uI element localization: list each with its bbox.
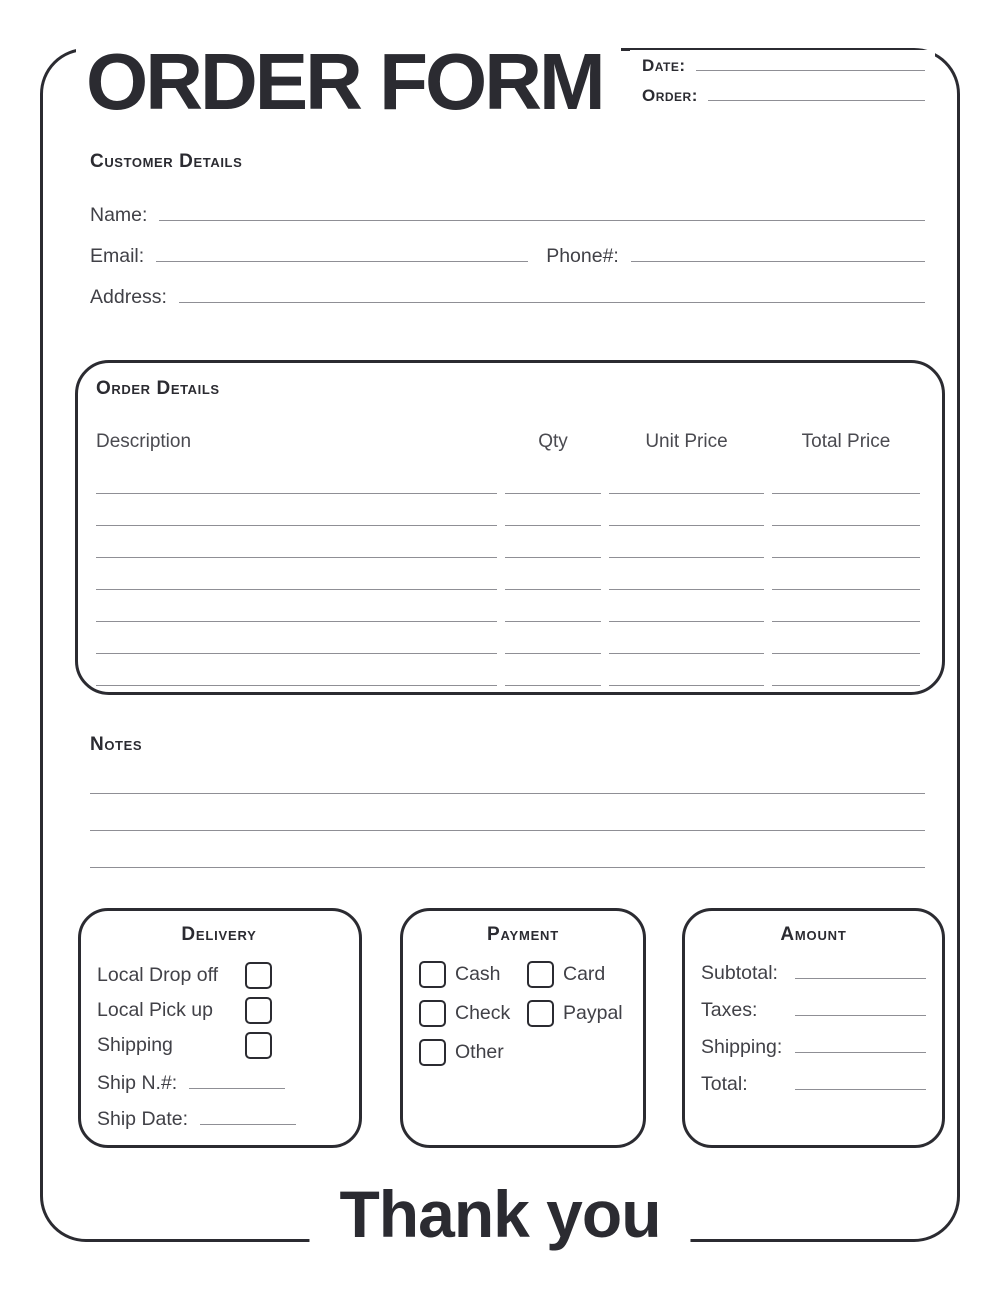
order-table-row [96,557,920,558]
name-input-line[interactable] [159,220,925,221]
order-table-row [96,685,920,686]
order-row-total-price-line[interactable] [772,493,920,494]
order-table-rows [96,493,920,686]
card-option [527,961,631,988]
ship-number-row [97,1072,341,1095]
order-number-row [642,86,925,106]
order-details-section [75,360,945,695]
order-row-unit-price-line[interactable] [609,557,764,558]
order-row-total-price-line[interactable] [772,589,920,590]
order-number-input-line[interactable] [708,100,925,101]
cash-checkbox[interactable] [419,961,446,988]
order-table-row [96,525,920,526]
taxes-input-line[interactable] [795,1015,926,1016]
notes-section [90,733,925,868]
ship-number-label: Ship N.#: [97,1072,178,1094]
column-header-description: Description [96,431,192,452]
order-row-qty-line[interactable] [505,685,601,686]
payment-heading: Payment [487,924,559,945]
other-option [419,1039,523,1066]
date-input-line[interactable] [696,70,925,71]
paypal-option [527,1000,631,1027]
shipping-amount-label: Shipping: [701,1036,783,1058]
order-table-header [96,431,920,453]
order-row-description-line[interactable] [96,589,497,590]
other-label: Other [455,1041,504,1063]
local-drop-off-row [97,962,341,989]
check-label: Check [455,1002,511,1024]
check-option [419,1000,523,1027]
header-fields [630,50,935,118]
customer-details-section [90,150,925,309]
customer-details-heading: Customer Details [90,151,243,172]
column-header-total-price: Total Price [801,431,891,452]
name-row [90,204,925,227]
amount-section [682,908,945,1148]
order-row-description-line[interactable] [96,557,497,558]
order-row-unit-price-line[interactable] [609,589,764,590]
order-row-qty-line[interactable] [505,589,601,590]
order-row-qty-line[interactable] [505,621,601,622]
payment-options [415,961,631,1066]
order-row-qty-line[interactable] [505,557,601,558]
phone-label: Phone#: [546,245,619,267]
total-row [701,1073,926,1096]
thank-you-text: Thank you [309,1178,690,1251]
shipping-option-row [97,1032,341,1059]
subtotal-label: Subtotal: [701,962,778,984]
notes-heading: Notes [90,734,143,755]
subtotal-input-line[interactable] [795,978,926,979]
local-drop-off-label: Local Drop off [97,964,219,986]
order-row-qty-line[interactable] [505,493,601,494]
ship-date-label: Ship Date: [97,1108,189,1130]
address-row [90,286,925,309]
phone-input-line[interactable] [631,261,925,262]
order-row-qty-line[interactable] [505,525,601,526]
payment-section [400,908,646,1148]
taxes-label: Taxes: [701,999,758,1021]
taxes-row [701,999,926,1022]
order-table-row [96,653,920,654]
order-table-row [96,493,920,494]
shipping-option-label: Shipping [97,1034,173,1056]
local-pick-up-row [97,997,341,1024]
paypal-label: Paypal [563,1002,623,1024]
order-row-qty-line[interactable] [505,653,601,654]
notes-line[interactable] [90,757,925,794]
order-row-description-line[interactable] [96,685,497,686]
check-checkbox[interactable] [419,1000,446,1027]
subtotal-row [701,962,926,985]
notes-line[interactable] [90,831,925,868]
email-label: Email: [90,245,145,267]
delivery-heading: Delivery [181,924,257,945]
total-label: Total: [701,1073,748,1095]
order-row-unit-price-line[interactable] [609,493,764,494]
paypal-checkbox[interactable] [527,1000,554,1027]
order-row-description-line[interactable] [96,493,497,494]
email-input-line[interactable] [156,261,528,262]
email-phone-row [90,245,925,268]
address-input-line[interactable] [179,302,925,303]
name-label: Name: [90,204,148,226]
shipping-amount-row [701,1036,926,1059]
order-table-row [96,589,920,590]
local-pick-up-label: Local Pick up [97,999,213,1021]
order-details-heading: Order Details [96,378,220,399]
shipping-amount-input-line[interactable] [795,1052,926,1053]
address-label: Address: [90,286,167,308]
order-row-unit-price-line[interactable] [609,621,764,622]
local-pick-up-checkbox[interactable] [245,997,272,1024]
order-row-description-line[interactable] [96,621,497,622]
order-row-unit-price-line[interactable] [609,525,764,526]
order-row-total-price-line[interactable] [772,685,920,686]
order-row-total-price-line[interactable] [772,621,920,622]
order-row-description-line[interactable] [96,525,497,526]
order-row-total-price-line[interactable] [772,557,920,558]
order-row-total-price-line[interactable] [772,653,920,654]
column-header-unit-price: Unit Price [645,431,728,452]
total-input-line[interactable] [795,1089,926,1090]
date-label: Date: [642,56,686,75]
local-drop-off-checkbox[interactable] [245,962,272,989]
order-table-row [96,621,920,622]
card-checkbox[interactable] [527,961,554,988]
card-label: Card [563,963,606,985]
order-row-unit-price-line[interactable] [609,653,764,654]
order-row-unit-price-line[interactable] [609,685,764,686]
ship-number-input-line[interactable] [189,1088,285,1089]
delivery-section [78,908,362,1148]
order-number-label: Order: [642,86,698,105]
shipping-checkbox[interactable] [245,1032,272,1059]
notes-lines [90,757,925,868]
notes-line[interactable] [90,794,925,831]
order-row-description-line[interactable] [96,653,497,654]
ship-date-row [97,1108,341,1131]
ship-date-input-line[interactable] [200,1124,296,1125]
other-checkbox[interactable] [419,1039,446,1066]
cash-label: Cash [455,963,501,985]
order-row-total-price-line[interactable] [772,525,920,526]
column-header-qty: Qty [538,431,568,452]
page-title: ORDER FORM [76,38,621,130]
amount-heading: Amount [780,924,847,945]
date-row [642,56,925,76]
cash-option [419,961,523,988]
